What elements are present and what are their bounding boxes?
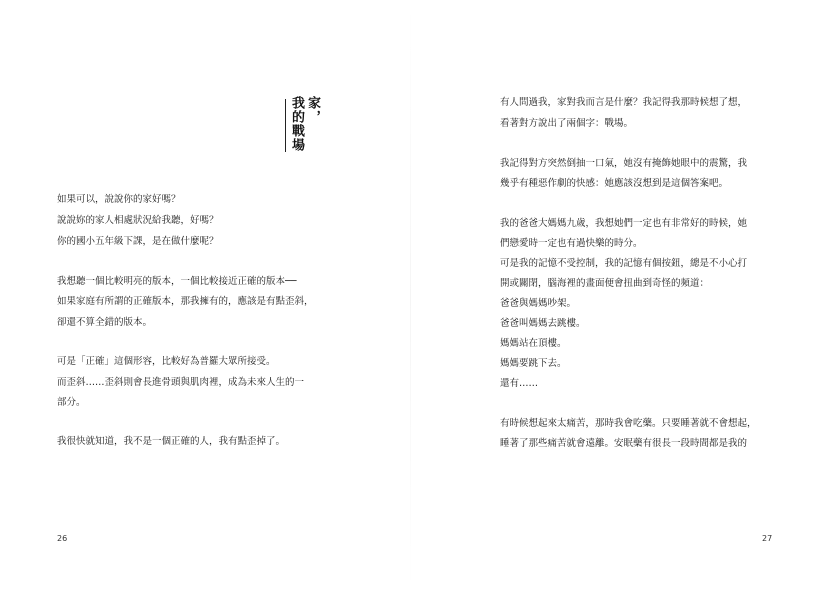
left-text-line: 我很快就知道，我不是一個正確的人，我有點歪掉了。 (57, 436, 286, 447)
chapter-title (281, 96, 319, 152)
left-text-line: 而歪斜……歪斜則會長進骨頭與肌肉裡，成為未來人生的一 (57, 377, 305, 388)
right-text-line: 爸爸叫媽媽去跳樓。 (500, 318, 586, 329)
right-text-line: 我的爸爸大媽媽九歲，我想她們一定也有非常好的時候，她 (500, 218, 748, 229)
right-text-line: 看著對方說出了兩個字：戰場。 (500, 118, 634, 129)
right-page (411, 0, 822, 595)
left-text-line: 卻還不算全錯的版本。 (57, 317, 153, 328)
right-text-line: 我記得對方突然倒抽一口氣，她沒有掩飾她眼中的震驚，我 (500, 158, 748, 169)
right-text-line: 有時候想起來太痛苦，那時我會吃藥。只要睡著就不會想起， (500, 418, 757, 429)
right-text-line: 開或關閉，腦海裡的畫面便會扭曲到奇怪的頻道： (500, 278, 710, 289)
left-text-line: 我想聽一個比較明亮的版本，一個比較接近正確的版本── (57, 276, 297, 287)
right-text-line: 還有…… (500, 378, 539, 389)
title-rule (285, 99, 286, 152)
left-text-line: 部分。 (57, 397, 86, 408)
left-text-line: 說說妳的家人相處狀況給我聽，好嗎？ (57, 215, 219, 226)
chapter-title-line-2: 我的戰場 (289, 96, 304, 152)
chapter-title-line-1: 家， (305, 96, 320, 124)
left-text-line: 如果家庭有所謂的正確版本，那我擁有的，應該是有點歪斜， (57, 296, 314, 307)
right-text-line: 睡著了那些痛苦就會遠離。安眠藥有很長一段時間都是我的 (500, 438, 748, 449)
right-text-line: 可是我的記憶不受控制，我的記憶有個按鈕，總是不小心打 (500, 258, 748, 269)
page-number: 26 (57, 534, 68, 543)
left-text-line: 你的國小五年級下課，是在做什麼呢？ (57, 236, 219, 247)
right-text-line: 媽媽要跳下去。 (500, 358, 567, 369)
right-text-line: 幾乎有種惡作劇的快感：她應該沒想到是這個答案吧。 (500, 178, 729, 189)
left-text-line: 可是「正確」這個形容，比較好為普羅大眾所接受。 (57, 356, 276, 367)
page-number: 27 (762, 534, 773, 543)
right-text-line: 有人問過我，家對我而言是什麼？我記得我那時候想了想， (500, 97, 748, 108)
right-text-line: 媽媽站在頂樓。 (500, 338, 567, 349)
left-text-line: 如果可以，說說你的家好嗎？ (57, 194, 181, 205)
right-text-line: 們戀愛時一定也有過快樂的時分。 (500, 238, 643, 249)
right-text-line: 爸爸與媽媽吵架。 (500, 298, 577, 309)
